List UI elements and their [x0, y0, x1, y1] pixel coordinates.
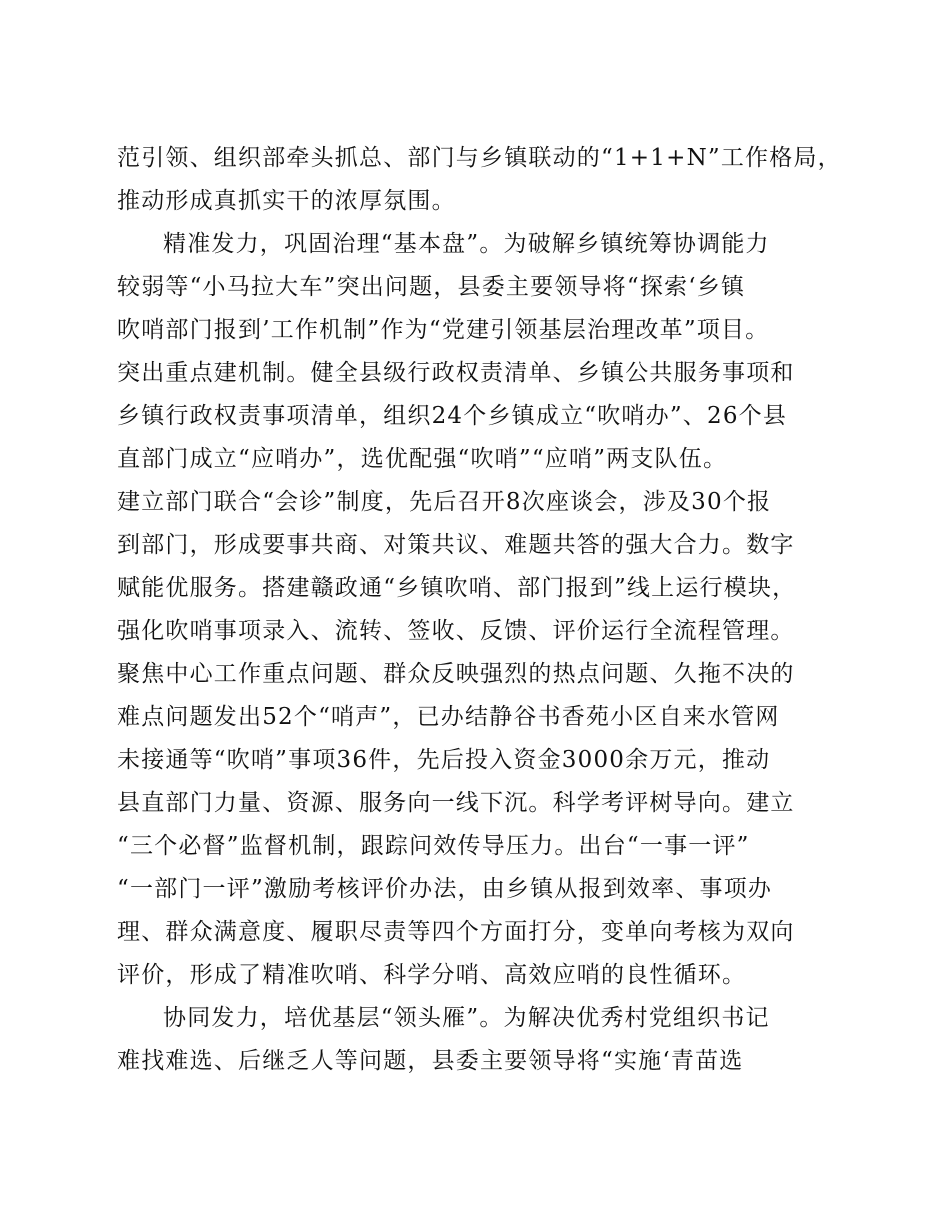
text-line-15: 未接通等“吹哨”事项36件，先后投入资金3000余万元，推动 — [117, 747, 771, 773]
text-line-16: 县直部门力量、资源、服务向一线下沉。科学考评树导向。建立 — [117, 790, 795, 816]
text-line-9: 建立部门联合“会诊”制度，先后召开8次座谈会，涉及30个报 — [117, 489, 772, 515]
text-line-8: 直部门成立“应哨办”，选优配强“吹哨”“应哨”两支队伍。 — [117, 446, 728, 472]
text-line-22: 难找难选、后继乏人等问题，县委主要领导将“实施‘青苗选 — [117, 1048, 744, 1074]
text-line-12: 强化吹哨事项录入、流转、签收、反馈、评价运行全流程管理。 — [117, 618, 795, 644]
paragraph-start-line: 精准发力，巩固治理“基本盘”。为破解乡镇统筹协调能力 — [163, 231, 770, 257]
text-line-10: 到部门，形成要事共商、对策共议、难题共答的强大合力。数字 — [117, 532, 795, 558]
text-line-18: “一部门一评”激励考核评价办法，由乡镇从报到效率、事项办 — [117, 876, 773, 902]
text-line-17: “三个必督”监督机制，跟踪问效传导压力。出台“一事一评” — [117, 833, 750, 859]
text-line-11: 赋能优服务。搭建赣政通“乡镇吹哨、部门报到”线上运行模块， — [117, 575, 797, 601]
text-line-4: 较弱等“小马拉大车”突出问题，县委主要领导将“探索‘乡镇 — [117, 274, 746, 300]
text-line-20: 评价，形成了精准吹哨、科学分哨、高效应哨的良性循环。 — [117, 962, 747, 988]
text-line-19: 理、群众满意度、履职尽责等四个方面打分，变单向考核为双向 — [117, 919, 795, 945]
text-line-14: 难点问题发出52个“哨声”，已办结静谷书香苑小区自来水管网 — [117, 704, 780, 730]
text-line-6: 突出重点建机制。健全县级行政权责清单、乡镇公共服务事项和 — [117, 360, 795, 386]
text-line-13: 聚焦中心工作重点问题、群众反映强烈的热点问题、久拖不决的 — [117, 661, 795, 687]
text-line-2: 推动形成真抓实干的浓厚氛围。 — [117, 188, 456, 214]
text-line-1: 范引领、组织部牵头抓总、部门与乡镇联动的“1+1+N”工作格局， — [117, 145, 842, 171]
paragraph-start-line: 协同发力，培优基层“领头雁”。为解决优秀村党组织书记 — [163, 1005, 770, 1031]
text-line-7: 乡镇行政权责事项清单，组织24个乡镇成立“吹哨办”、26个县 — [117, 403, 788, 429]
text-line-5: 吹哨部门报到’工作机制”作为“党建引领基层治理改革”项目。 — [117, 317, 770, 343]
